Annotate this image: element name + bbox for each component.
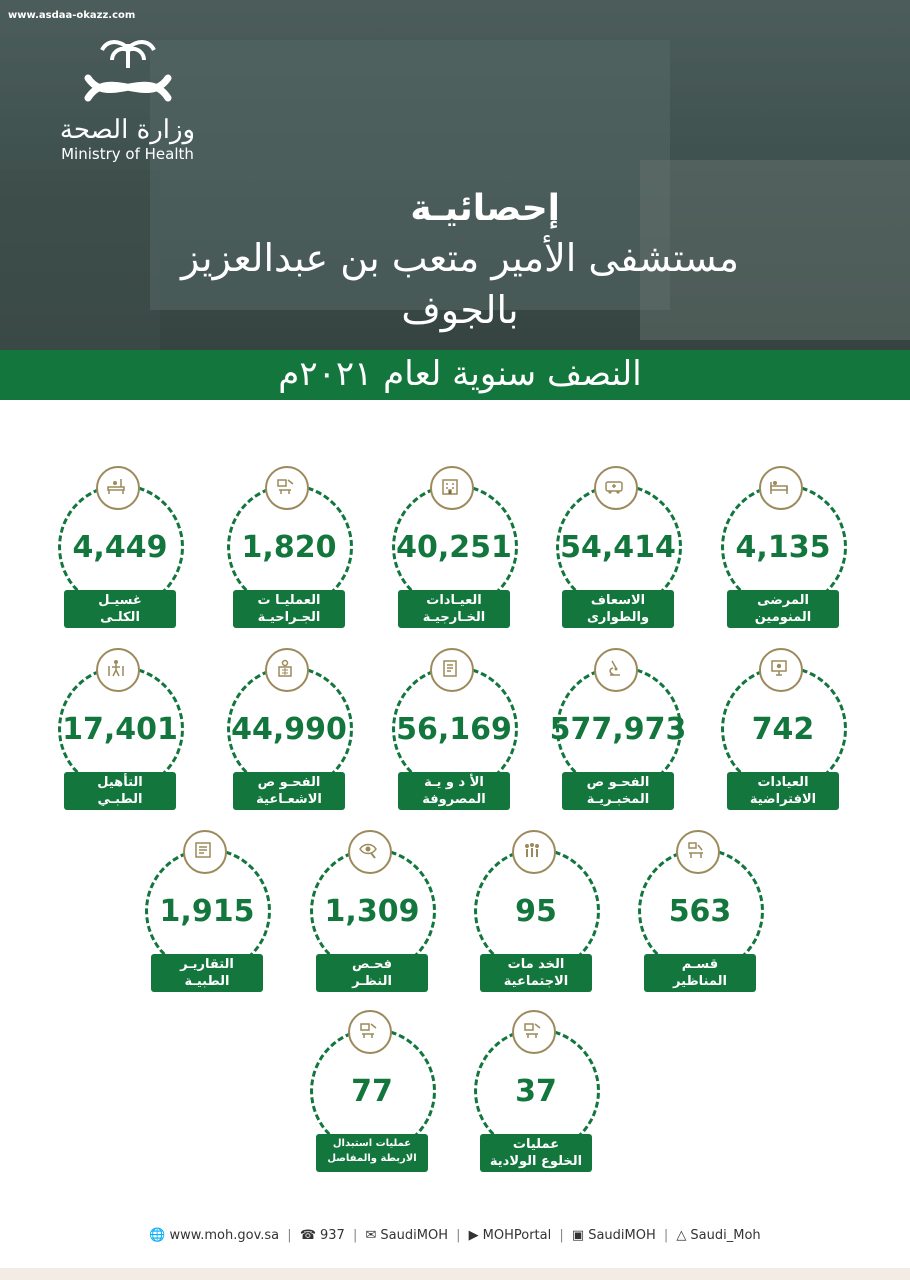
cleft-surgery-icon xyxy=(512,1010,556,1054)
surgery-icon xyxy=(265,466,309,510)
stat-value: 577,973 xyxy=(549,712,687,747)
stat-value: 40,251 xyxy=(396,530,512,565)
stat-label-line2: الافتراضية xyxy=(749,792,817,807)
twitter-handle[interactable]: SaudiMOH xyxy=(380,1228,448,1243)
virtual-clinic-icon xyxy=(759,648,803,692)
hospital-building-icon xyxy=(430,466,474,510)
stat-label-line2: الاربطة والمفاصل xyxy=(327,1153,417,1164)
stat-label xyxy=(233,590,345,628)
hospital-location: بالجوف xyxy=(401,288,519,332)
stat-surgeries xyxy=(219,466,369,626)
stat-value: 37 xyxy=(515,1074,557,1109)
phone-icon: ☎ xyxy=(299,1228,317,1243)
stat-label-line1: المرضى xyxy=(757,593,809,608)
stat-social-services xyxy=(466,830,616,990)
stat-endoscopy xyxy=(630,830,780,990)
medical-report-icon xyxy=(183,830,227,874)
stat-dialysis xyxy=(50,466,200,626)
stat-label-line1: التأهيل xyxy=(97,775,143,790)
stat-label-line2: المخبـريـة xyxy=(586,792,650,807)
stat-emergency xyxy=(548,466,698,626)
stat-label-line2: المناظير xyxy=(673,974,727,989)
stat-outpatient-clinics xyxy=(384,466,534,626)
stat-label-line2: النظـر xyxy=(352,974,392,989)
stat-inpatients xyxy=(713,466,863,626)
stat-label xyxy=(727,590,839,628)
separator: | xyxy=(352,1228,358,1243)
stat-lab-tests xyxy=(548,648,698,808)
stat-label-line1: قسـم xyxy=(681,957,719,972)
stat-label-line2: والطوارى xyxy=(586,610,650,625)
stat-label xyxy=(480,954,592,992)
stat-medications xyxy=(384,648,534,808)
snapchat-handle[interactable]: Saudi_Moh xyxy=(690,1228,761,1243)
stat-value: 4,449 xyxy=(72,530,168,565)
stat-value: 44,990 xyxy=(231,712,347,747)
stat-label xyxy=(316,1134,428,1172)
youtube-handle[interactable]: MOHPortal xyxy=(482,1228,552,1243)
rehabilitation-icon xyxy=(96,648,140,692)
globe-icon: 🌐 xyxy=(149,1228,166,1243)
stat-label-line1: التقاريـر xyxy=(180,957,234,972)
stat-label xyxy=(64,590,176,628)
stat-joint-replacement xyxy=(302,1010,452,1170)
stat-label-line2: الطبيـة xyxy=(184,974,230,989)
xray-icon xyxy=(265,648,309,692)
website-link[interactable]: www.moh.gov.sa xyxy=(169,1228,280,1243)
stat-label-line1: فحـص xyxy=(351,957,393,972)
stat-value: 1,820 xyxy=(241,530,337,565)
header-banner xyxy=(0,0,910,350)
period-band xyxy=(0,350,910,400)
stat-label xyxy=(398,772,510,810)
stat-label xyxy=(64,772,176,810)
instagram-handle[interactable]: SaudiMOH xyxy=(588,1228,656,1243)
patient-bed-icon xyxy=(759,466,803,510)
stat-label-line2: الكلـى xyxy=(100,610,140,625)
stat-label-line2: المنومين xyxy=(754,610,812,625)
stat-label-line2: الخـارجيـة xyxy=(422,610,486,625)
stat-label-line2: الجـراحيـة xyxy=(257,610,321,625)
endoscopy-icon xyxy=(676,830,720,874)
stat-label xyxy=(316,954,428,992)
stat-dislocation-surgeries xyxy=(466,1010,616,1170)
snapchat-icon: △ xyxy=(676,1228,687,1243)
bottom-strip xyxy=(0,1268,910,1280)
stat-eye-exam xyxy=(302,830,452,990)
stat-label-line1: الأ د و يـة xyxy=(424,775,484,790)
watermark: www.asdaa-okazz.com xyxy=(8,10,136,21)
stat-label xyxy=(233,772,345,810)
period-text: النصف سنوية لعام ٢٠٢١م xyxy=(278,354,642,394)
stat-label-line2: الاشعـاعية xyxy=(256,792,322,807)
stat-label-line2: الطبـي xyxy=(97,792,143,807)
stat-value: 1,309 xyxy=(324,894,420,929)
stat-value: 4,135 xyxy=(735,530,831,565)
stat-label-line2: الخلوع الولادية xyxy=(489,1154,583,1169)
stat-label xyxy=(151,954,263,992)
stat-label-line1: الفحـو ص xyxy=(586,775,650,790)
page-title: إحصائيـة xyxy=(410,188,560,229)
stat-label-line1: العمليـا ت xyxy=(257,593,321,608)
separator: | xyxy=(559,1228,564,1243)
footer-contacts xyxy=(0,1228,910,1243)
separator: | xyxy=(663,1228,669,1243)
stat-value: 742 xyxy=(751,712,815,747)
stat-label-line1: الخد مات xyxy=(507,957,565,972)
stat-label xyxy=(644,954,756,992)
hospital-name: مستشفى الأمير متعب بن عبدالعزيز xyxy=(181,236,739,280)
microscope-icon xyxy=(594,648,638,692)
stat-medical-reports xyxy=(137,830,287,990)
stat-value: 54,414 xyxy=(560,530,676,565)
stat-label-line2: الاجتماعية xyxy=(503,974,569,989)
joint-surgery-icon xyxy=(348,1010,392,1054)
stat-label xyxy=(562,590,674,628)
stat-value: 17,401 xyxy=(62,712,178,747)
ambulance-icon xyxy=(594,466,638,510)
stat-label-line1: عمليات استبدال xyxy=(332,1138,412,1149)
stat-value: 77 xyxy=(351,1074,393,1109)
stat-value: 563 xyxy=(668,894,732,929)
dialysis-icon xyxy=(96,466,140,510)
stat-label xyxy=(562,772,674,810)
instagram-icon: ▣ xyxy=(571,1228,585,1243)
separator: | xyxy=(287,1228,292,1243)
logo-arabic: وزارة الصحة xyxy=(59,115,196,145)
stat-label-line1: عمليات xyxy=(512,1137,560,1152)
social-services-icon xyxy=(512,830,556,874)
stat-label xyxy=(398,590,510,628)
stat-value: 56,169 xyxy=(396,712,512,747)
palm-logo-icon xyxy=(68,36,188,111)
stat-value: 95 xyxy=(515,894,557,929)
stat-label-line1: العيادات xyxy=(757,775,809,790)
youtube-icon: ▶ xyxy=(468,1228,479,1243)
stat-virtual-clinics xyxy=(713,648,863,808)
stat-label xyxy=(480,1134,592,1172)
stat-label-line1: العيـادات xyxy=(426,593,482,608)
stat-label xyxy=(727,772,839,810)
separator: | xyxy=(456,1228,461,1243)
stat-radiology xyxy=(219,648,369,808)
logo-english: Ministry of Health xyxy=(61,145,194,163)
twitter-icon: ✉ xyxy=(365,1228,377,1243)
stat-value: 1,915 xyxy=(159,894,255,929)
prescription-icon xyxy=(430,648,474,692)
stat-rehabilitation xyxy=(50,648,200,808)
stat-label-line2: المصروفة xyxy=(422,792,486,807)
stat-label-line1: الفحـو ص xyxy=(257,775,321,790)
stat-label-line1: الاسعاف xyxy=(590,593,646,608)
stat-label-line1: غسيـل xyxy=(98,593,142,608)
moh-logo xyxy=(40,36,215,176)
phone-number[interactable]: 937 xyxy=(320,1228,345,1243)
eye-exam-icon xyxy=(348,830,392,874)
